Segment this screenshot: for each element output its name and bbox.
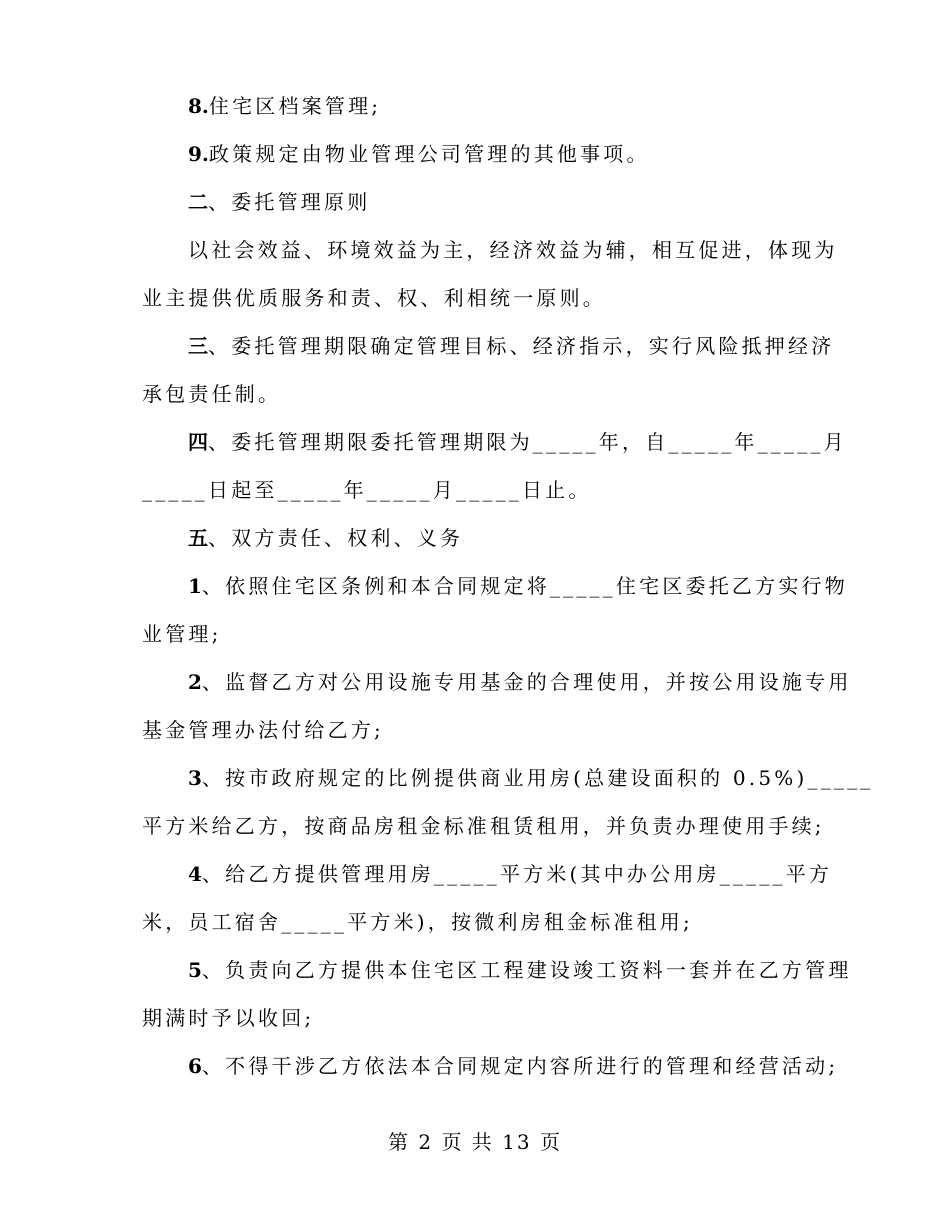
section-number: 五	[188, 526, 208, 550]
item-number: 1	[188, 574, 202, 598]
line-text: 政策规定由物业管理公司管理的其他事项。	[208, 142, 650, 166]
section-number: 二	[188, 190, 208, 214]
line-text: 、委托管理原则	[208, 190, 371, 214]
section-heading	[188, 189, 370, 215]
line-text: 米，员工宿舍_____平方米)，按微利房租金标准租用;	[142, 910, 693, 934]
page-footer: 第 2 页 共 13 页	[388, 1130, 562, 1154]
item-number: 3	[188, 766, 202, 790]
paragraph-line	[142, 381, 281, 407]
line-text: 住宅区档案管理;	[208, 94, 382, 118]
line-text: 、负责向乙方提供本住宅区工程建设竣工资料一套并在乙方管理	[201, 958, 852, 982]
line-text: 承包责任制。	[142, 382, 282, 406]
section-number: 三	[188, 334, 208, 358]
section-heading	[188, 429, 847, 455]
paragraph-line	[188, 1053, 838, 1079]
paragraph-line	[188, 669, 852, 695]
paragraph-line	[188, 957, 852, 983]
paragraph-line	[142, 621, 222, 647]
item-number: 4	[188, 862, 202, 886]
line-text: 、委托管理期限委托管理期限为_____年，自_____年_____月	[208, 430, 847, 454]
section-heading	[188, 525, 463, 551]
paragraph-line	[188, 93, 381, 119]
paragraph-line	[142, 285, 606, 311]
line-text: 、双方责任、权利、义务	[208, 526, 464, 550]
line-text: 、委托管理期限确定管理目标、经济指示，实行风险抵押经济	[208, 334, 835, 358]
item-number: 2	[188, 670, 202, 694]
line-text: 、给乙方提供管理用房_____平方米(其中办公用房_____平方	[201, 862, 833, 886]
section-number: 四	[188, 430, 208, 454]
item-number: 6	[188, 1054, 202, 1078]
paragraph-line	[142, 813, 825, 839]
line-text: 、不得干涉乙方依法本合同规定内容所进行的管理和经营活动;	[201, 1054, 839, 1078]
section-heading	[188, 333, 834, 359]
line-text: 期满时予以收回;	[142, 1006, 315, 1030]
line-text: 业主提供优质服务和责、权、利相统一原则。	[142, 286, 606, 310]
paragraph-line	[142, 909, 693, 935]
item-number: 8.	[188, 94, 209, 118]
paragraph-line	[188, 141, 650, 167]
paragraph-line	[142, 717, 384, 743]
paragraph-line	[188, 573, 848, 599]
line-text: 、监督乙方对公用设施专用基金的合理使用，并按公用设施专用	[201, 670, 852, 694]
line-text: _____日起至_____年_____月_____日止。	[142, 478, 592, 502]
line-text: 、按市政府规定的比例提供商业用房(总建设面积的 0.5%)_____	[201, 766, 874, 790]
item-number: 9.	[188, 142, 209, 166]
line-text: 、依照住宅区条例和本合同规定将_____住宅区委托乙方实行物	[201, 574, 848, 598]
line-text: 平方米给乙方，按商品房租金标准租赁租用，并负责办理使用手续;	[142, 814, 825, 838]
paragraph-line	[188, 765, 874, 791]
line-text: 以社会效益、环境效益为主，经济效益为辅，相互促进，体现为	[188, 238, 838, 262]
item-number: 5	[188, 958, 202, 982]
line-text: 基金管理办法付给乙方;	[142, 718, 384, 742]
paragraph-line	[188, 861, 832, 887]
paragraph-line	[142, 1005, 314, 1031]
paragraph-line	[188, 237, 838, 263]
paragraph-line	[142, 477, 592, 503]
line-text: 业管理;	[142, 622, 222, 646]
